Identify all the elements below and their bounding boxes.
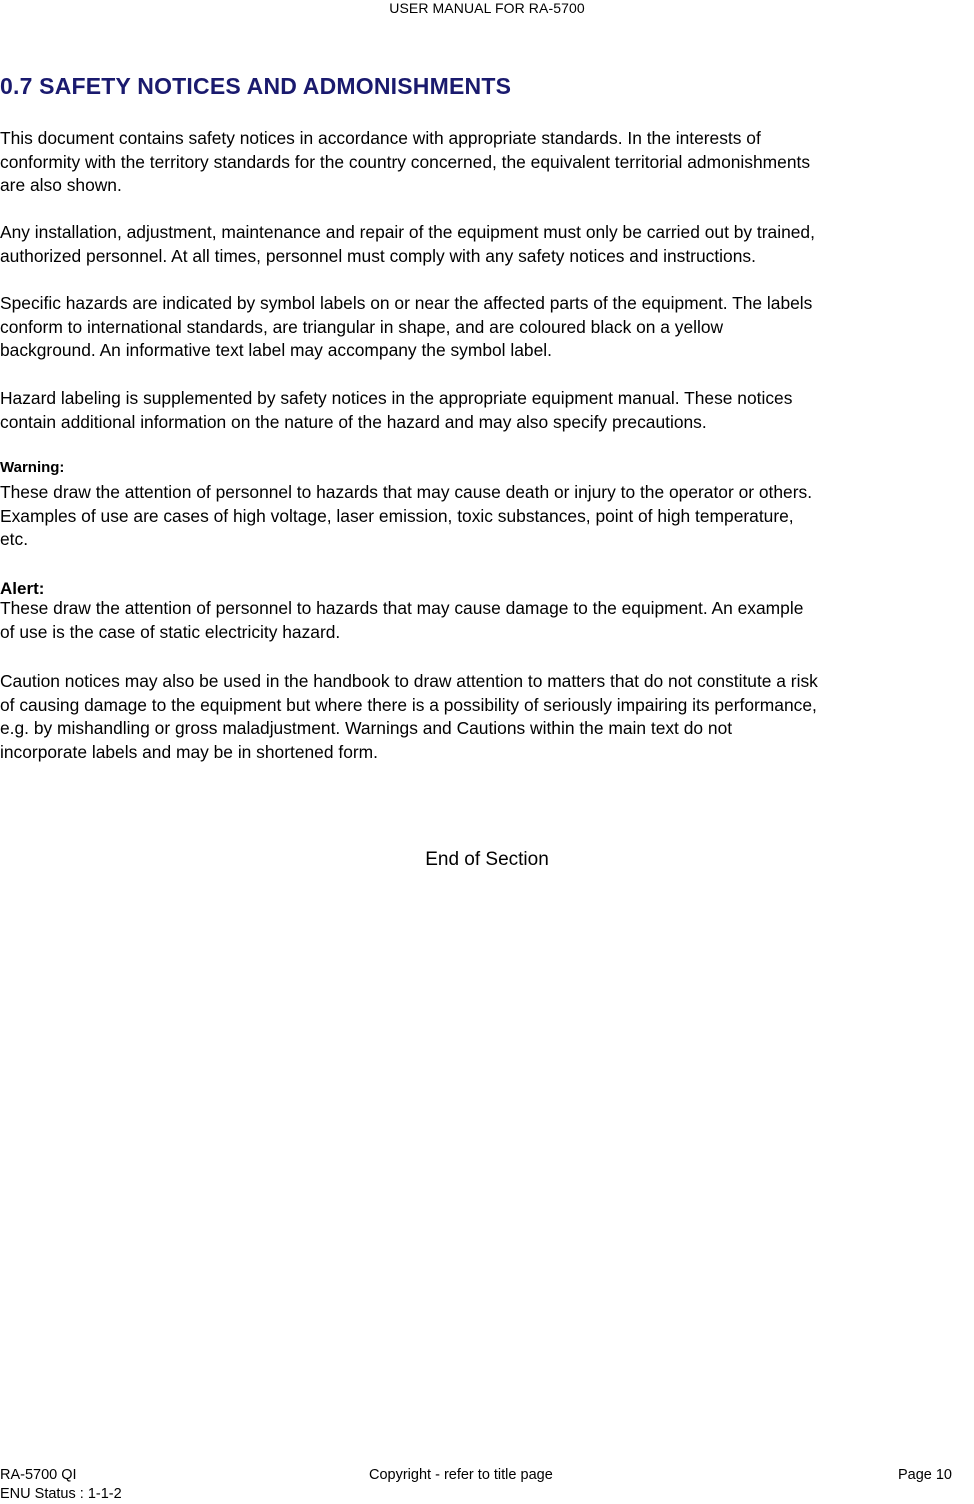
footer-copyright: Copyright - refer to title page (369, 1467, 553, 1483)
footer-document-id: RA-5700 QI (0, 1467, 77, 1483)
warning-heading: Warning: (0, 459, 65, 476)
alert-line: These draw the attention of personnel to hazards that may cause damage to the equipment. An example (0, 598, 804, 618)
alert-heading: Alert: (0, 579, 45, 598)
intro-line: conformity with the territory standards for the country concerned, the equivalent territorial admonishments (0, 151, 811, 172)
caution-line: e.g. by mishandling or gross maladjustment. Warnings and Cautions within the main text do not (0, 718, 733, 738)
caution-paragraph (0, 670, 974, 764)
intro-paragraph (0, 127, 974, 198)
warning-line: etc. (0, 529, 29, 549)
alert-line: of use is the case of static electricity hazard. (0, 621, 341, 642)
section-title: 0.7 SAFETY NOTICES AND ADMONISHMENTS (0, 73, 512, 99)
caution-line: of causing damage to the equipment but where there is a possibility of seriously impairing its performance, (0, 694, 817, 715)
intro-line: This document contains safety notices in accordance with appropriate standards. In the interests of (0, 128, 761, 148)
end-of-section: End of Section (425, 849, 549, 870)
supplement-line: Hazard labeling is supplemented by safety notices in the appropriate equipment manual. These notices (0, 388, 793, 408)
alert-paragraph (0, 597, 974, 644)
labels-line: background. An informative text label may accompany the symbol label. (0, 340, 552, 360)
warning-line: Examples of use are cases of high voltage, laser emission, toxic substances, point of high temperature, (0, 505, 794, 526)
caution-line: incorporate labels and may be in shortened form. (0, 741, 378, 762)
labels-line: conform to international standards, are triangular in shape, and are coloured black on a yellow (0, 316, 724, 337)
caution-line: Caution notices may also be used in the handbook to draw attention to matters that do not constitute a risk (0, 671, 818, 691)
footer-document-info (0, 1466, 122, 1504)
labels-paragraph (0, 292, 974, 363)
footer-status: ENU Status : 1-1-2 (0, 1486, 122, 1502)
supplement-line: contain additional information on the nature of the hazard and may also specify precautions. (0, 411, 707, 432)
warning-line: These draw the attention of personnel to hazards that may cause death or injury to the operator or others. (0, 482, 813, 502)
footer-page-number: Page 10 (897, 1467, 952, 1483)
labels-line: Specific hazards are indicated by symbol labels on or near the affected parts of the equipment. The labels (0, 293, 813, 313)
intro-line: are also shown. (0, 175, 122, 195)
running-header: USER MANUAL FOR RA-5700 (389, 0, 585, 16)
supplement-paragraph (0, 387, 974, 434)
personnel-line: Any installation, adjustment, maintenance and repair of the equipment must only be carried out by trained, (0, 222, 815, 242)
personnel-paragraph (0, 221, 974, 268)
personnel-line: authorized personnel. At all times, personnel must comply with any safety notices and instructions. (0, 245, 756, 266)
warning-paragraph (0, 481, 974, 552)
